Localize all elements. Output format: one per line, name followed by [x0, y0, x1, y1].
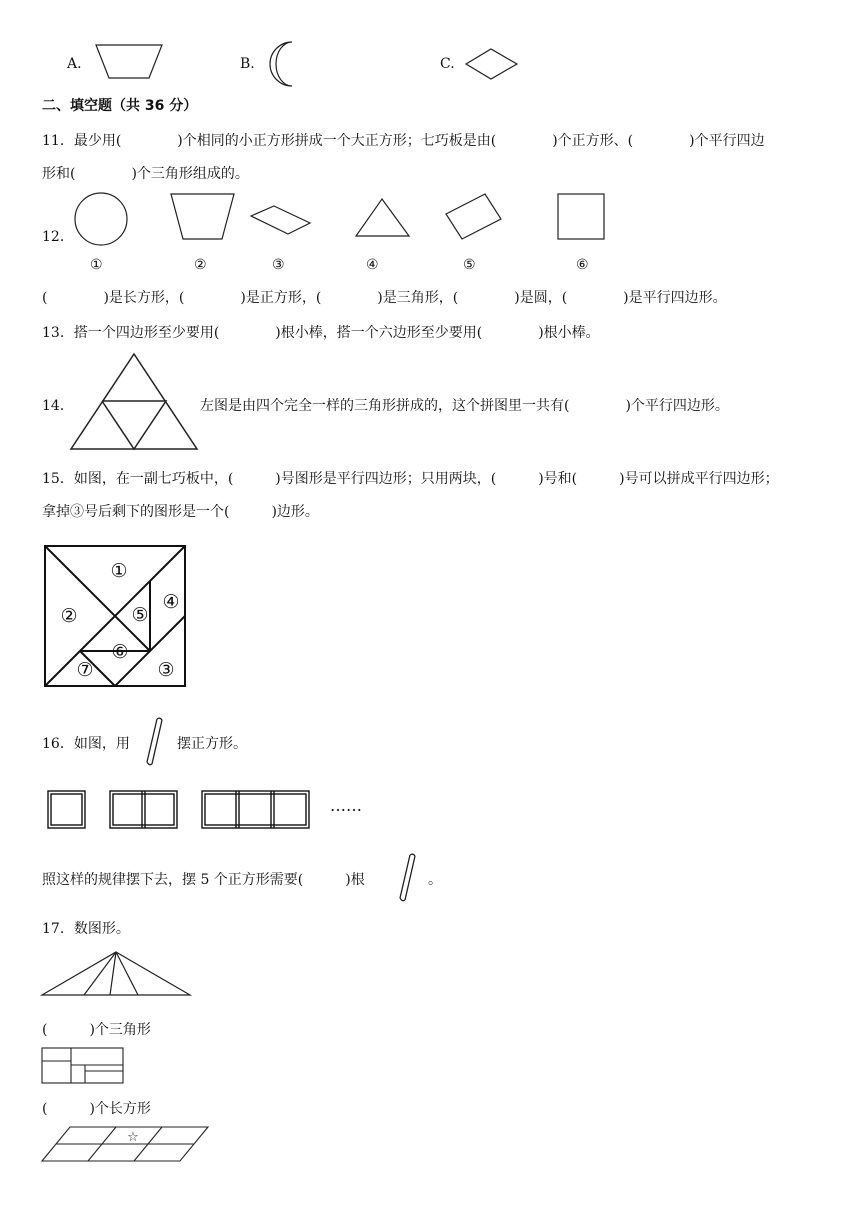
tangram-label-1: ① — [110, 560, 128, 582]
shape-number-3: ③ — [272, 257, 285, 273]
q11-line1: 11．最少用( )个相同的小正方形拼成一个大正方形；七巧板是由( )个正方形、( )个平行四边 — [42, 133, 765, 149]
stick-icon — [143, 717, 165, 767]
option-a-trapezoid — [95, 44, 163, 80]
q17-rectangles-answer: ( )个长方形 — [42, 1101, 151, 1117]
tangram-label-6: ⑥ — [111, 641, 129, 663]
stick-squares-3 — [200, 789, 312, 831]
tangram-figure — [44, 545, 188, 689]
q17-parallelogram-grid — [40, 1124, 212, 1164]
tangram-label-2: ② — [60, 605, 78, 627]
star-icon: ☆ — [127, 1130, 139, 1145]
tangram-label-4: ④ — [162, 591, 180, 613]
option-a-label: A. — [67, 56, 82, 72]
q15-line2: 拿掉③号后剩下的图形是一个( )边形。 — [42, 504, 319, 520]
option-b-crescent — [262, 40, 302, 88]
q16-ellipsis: …… — [330, 796, 362, 815]
stick-square-1 — [46, 789, 88, 831]
q12-answer-line: ( )是长方形，( )是正方形，( )是三角形，( )是圆，( )是平行四边形。 — [42, 290, 727, 306]
q14-text: 左图是由四个完全一样的三角形拼成的，这个拼图里一共有( )个平行四边形。 — [200, 398, 729, 414]
shape-number-5: ⑤ — [463, 257, 476, 273]
option-c-rhombus — [465, 48, 519, 80]
shape-parallelogram — [250, 205, 312, 235]
section-heading: 二、填空题（共 36 分） — [42, 98, 198, 114]
q17-title: 17．数图形。 — [42, 921, 130, 937]
shape-square — [557, 193, 607, 241]
q17-rectangle-grid — [40, 1046, 126, 1086]
option-b-label: B. — [240, 56, 255, 72]
q17-triangles-answer: ( )个三角形 — [42, 1022, 151, 1038]
tangram-label-5: ⑤ — [131, 604, 149, 626]
q14-triangle-figure — [70, 353, 200, 451]
tangram-label-3: ③ — [157, 659, 175, 681]
q17-fan-triangle — [40, 950, 194, 998]
shape-circle — [74, 192, 130, 248]
q14-number: 14． — [42, 398, 74, 414]
stick-squares-2 — [108, 789, 180, 831]
q13-text: 13．搭一个四边形至少要用( )根小棒，搭一个六边形至少要用( )根小棒。 — [42, 325, 600, 341]
stick-icon-small — [396, 853, 418, 903]
shape-trapezoid — [170, 193, 236, 241]
q16-question-after: 。 — [428, 872, 442, 888]
q11-line2: 形和( )个三角形组成的。 — [42, 166, 249, 182]
shape-number-6: ⑥ — [576, 257, 589, 273]
q16-intro-before: 16．如图，用 — [42, 736, 130, 752]
shape-rotated-rectangle — [445, 193, 503, 241]
q16-intro-after: 摆正方形。 — [177, 736, 247, 752]
shape-number-2: ② — [194, 257, 207, 273]
shape-number-4: ④ — [366, 257, 379, 273]
tangram-label-7: ⑦ — [76, 659, 94, 681]
q15-line1: 15．如图，在一副七巧板中，( )号图形是平行四边形；只用两块，( )号和( )号可以拼成平行四边形； — [42, 471, 779, 487]
option-c-label: C. — [440, 56, 455, 72]
q12-number: 12． — [42, 229, 74, 245]
shape-number-1: ① — [90, 257, 103, 273]
shape-triangle — [355, 198, 411, 238]
q16-question-before: 照这样的规律摆下去，摆 5 个正方形需要( )根 — [42, 872, 365, 888]
